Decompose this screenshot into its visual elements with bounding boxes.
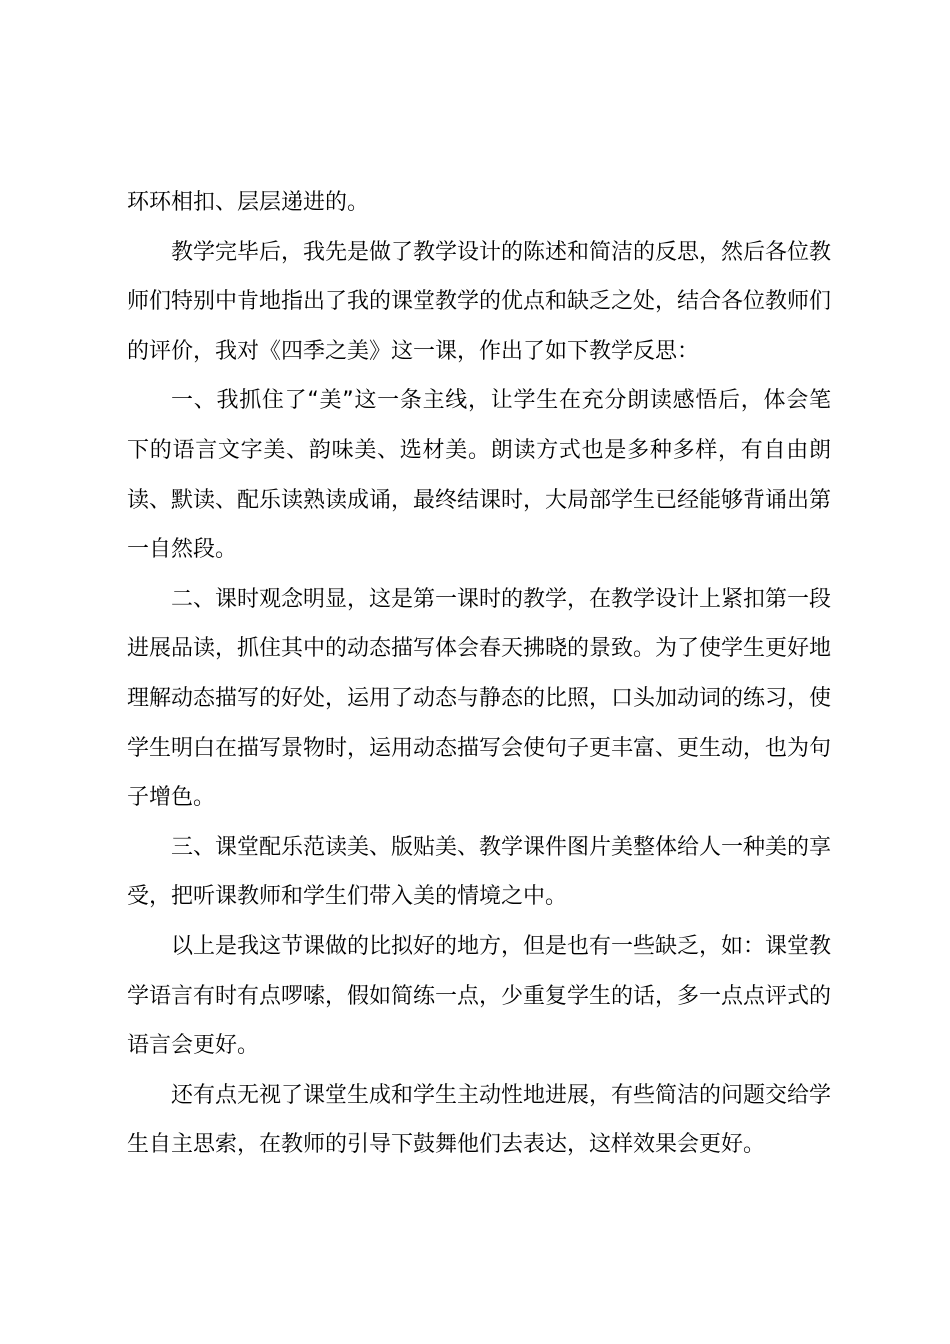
paragraph-continuation: 环环相扣、层层递进的。 — [127, 190, 370, 215]
paragraph-point-1: 一、我抓住了“美”这一条主线，让学生在充分朗读感悟后，体会笔下的语言文字美、韵味美、选材美。朗读方式也是多种多样，有自由朗读、默读、配乐读熟读成诵，最终结课时，大局部学生已经能够背诵出第一自然段。 — [127, 388, 832, 563]
paragraph-shortcomings: 以上是我这节课做的比拟好的地方，但是也有一些缺乏，如：课堂教学语言有时有点啰嗦，假如简练一点，少重复学生的话，多一点点评式的语言会更好。 — [127, 933, 832, 1059]
paragraph-point-3: 三、课堂配乐范读美、版贴美、教学课件图片美整体给人一种美的享受，把听课教师和学生们带入美的情境之中。 — [127, 834, 832, 910]
document-body — [127, 178, 831, 1170]
paragraph-improvement: 还有点无视了课堂生成和学生主动性地进展，有些简洁的问题交给学生自主思索，在教师的引导下鼓舞他们去表达，这样效果会更好。 — [127, 1082, 832, 1158]
paragraph-point-2: 二、课时观念明显，这是第一课时的教学，在教学设计上紧扣第一段进展品读，抓住其中的动态描写体会春天拂晓的景致。为了使学生更好地理解动态描写的好处，运用了动态与静态的比照，口头加动词的练习，使学生明白在描写景物时，运用动态描写会使句子更丰富、更生动，也为句子增色。 — [127, 586, 832, 811]
paragraph-intro: 教学完毕后，我先是做了教学设计的陈述和简洁的反思，然后各位教师们特别中肯地指出了我的课堂教学的优点和缺乏之处，结合各位教师们的评价，我对《四季之美》这一课，作出了如下教学反思： — [127, 239, 832, 364]
